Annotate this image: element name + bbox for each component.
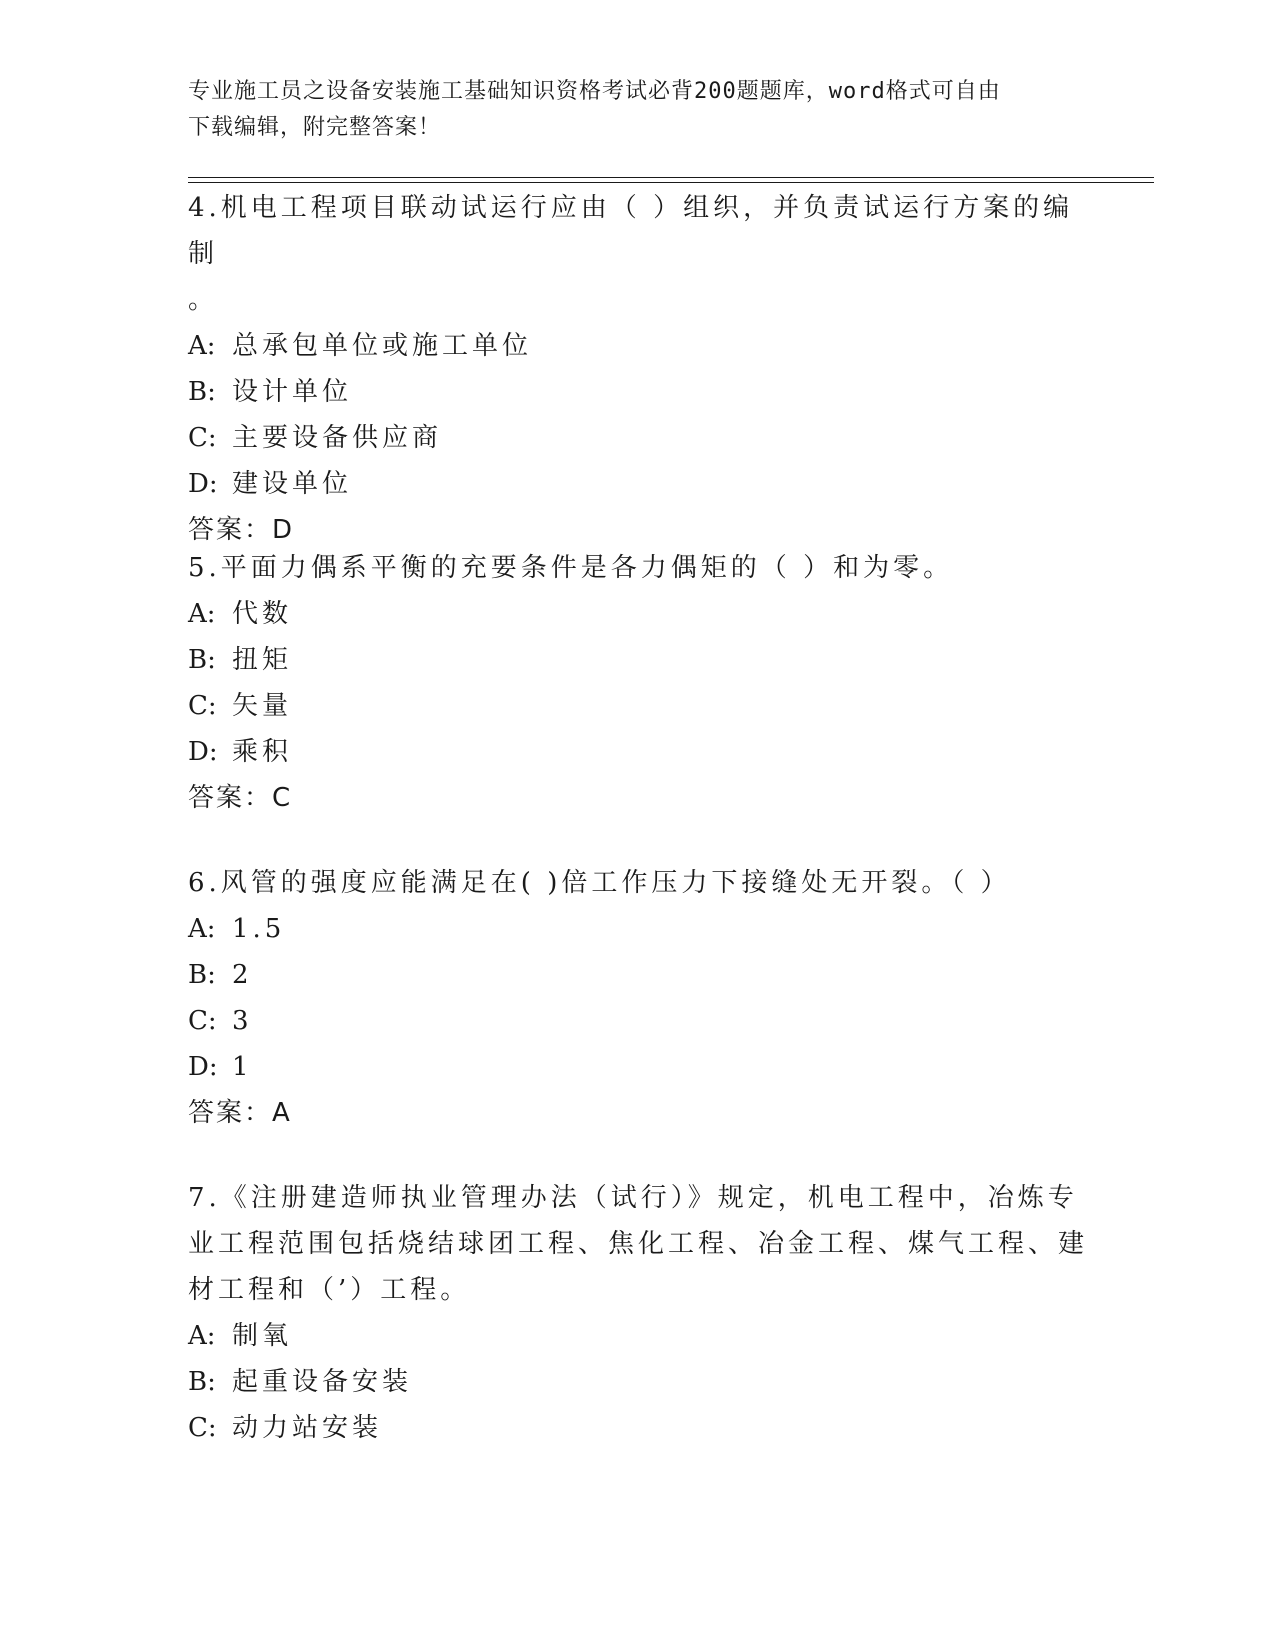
option-d — [188, 461, 1088, 507]
option-c — [188, 683, 1088, 729]
option-letter: A: — [188, 599, 216, 629]
option-a — [188, 323, 1088, 369]
option-letter: D: — [188, 737, 218, 767]
option-letter: C: — [188, 691, 217, 721]
question-text: 7.《注册建造师执业管理办法（试行）》规定，机电工程中，冶炼专 — [188, 1183, 1078, 1213]
option-letter: B: — [188, 645, 216, 675]
option-text: 1 — [232, 1052, 253, 1082]
question-text: 5.平面力偶系平衡的充要条件是各力偶矩的（ ）和为零。 — [188, 553, 954, 583]
option-text: 2 — [232, 960, 253, 990]
option-a — [188, 1313, 1088, 1359]
option-letter: C: — [188, 1413, 217, 1443]
option-text: 建设单位 — [232, 469, 353, 499]
option-c — [188, 998, 1088, 1044]
option-letter: D: — [188, 469, 218, 499]
question-text-continued: 材工程和（’）工程。 — [188, 1275, 471, 1305]
option-d — [188, 1044, 1088, 1090]
option-b — [188, 952, 1088, 998]
option-b — [188, 369, 1088, 415]
question-text: 4.机电工程项目联动试运行应由（ ）组织，并负责试运行方案的编制 — [188, 193, 1074, 269]
option-text: 总承包单位或施工单位 — [232, 331, 533, 361]
option-c — [188, 415, 1088, 461]
option-text: 扭矩 — [232, 645, 293, 675]
question-5 — [188, 545, 1088, 821]
option-letter: C: — [188, 423, 217, 453]
option-letter: A: — [188, 914, 216, 944]
option-c — [188, 1405, 1088, 1451]
option-b — [188, 1359, 1088, 1405]
option-text: 设计单位 — [232, 377, 353, 407]
option-letter: A: — [188, 331, 216, 361]
option-letter: B: — [188, 960, 216, 990]
answer-label: 答案：A — [188, 1098, 292, 1128]
option-a — [188, 906, 1088, 952]
option-text: 乘积 — [232, 737, 293, 767]
question-7 — [188, 1175, 1088, 1451]
question-text: 6.风管的强度应能满足在( )倍工作压力下接缝处无开裂。（ ） — [188, 868, 1011, 898]
option-letter: B: — [188, 1367, 216, 1397]
header-line-2: 下载编辑，附完整答案！ — [188, 115, 442, 140]
question-text-continued: 。 — [188, 285, 219, 315]
question-6 — [188, 860, 1088, 1136]
option-text: 3 — [232, 1006, 253, 1036]
option-letter: B: — [188, 377, 216, 407]
option-text: 代数 — [232, 599, 293, 629]
option-text: 矢量 — [232, 691, 293, 721]
option-text: 制氧 — [232, 1321, 293, 1351]
answer-label: 答案：C — [188, 783, 293, 813]
answer-label: 答案：D — [188, 515, 295, 545]
document-header — [188, 74, 1088, 146]
question-4 — [188, 185, 1088, 553]
option-d — [188, 729, 1088, 775]
header-divider-top — [188, 177, 1154, 178]
option-letter: C: — [188, 1006, 217, 1036]
header-divider-bottom — [188, 182, 1154, 183]
option-a — [188, 591, 1088, 637]
header-line-1: 专业施工员之设备安装施工基础知识资格考试必背200题题库，word格式可自由 — [188, 79, 1001, 104]
option-text: 动力站安装 — [232, 1413, 383, 1443]
option-letter: A: — [188, 1321, 216, 1351]
option-b — [188, 637, 1088, 683]
question-text-continued: 业工程范围包括烧结球团工程、焦化工程、冶金工程、煤气工程、建 — [188, 1229, 1089, 1259]
option-text: 主要设备供应商 — [232, 423, 443, 453]
option-letter: D: — [188, 1052, 218, 1082]
option-text: 起重设备安装 — [232, 1367, 413, 1397]
option-text: 1.5 — [232, 914, 286, 944]
